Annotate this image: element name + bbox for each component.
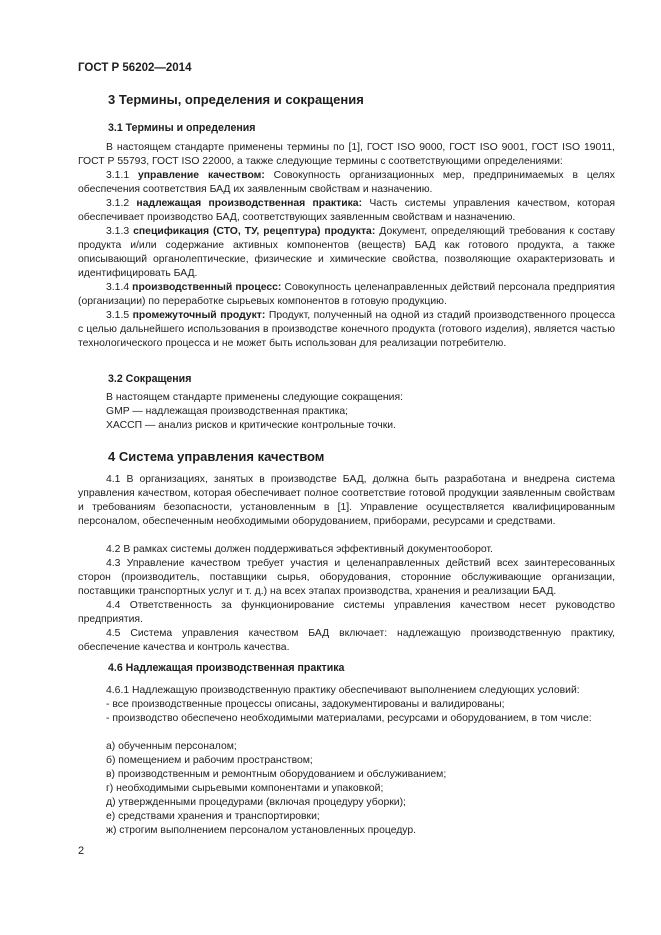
term-definition: Совокупность организационных мер, предпринимаемых в целях обеспечения соответствия БАД их заявленным свойствам и назначению. <box>78 170 615 195</box>
term-definition: Документ, определяющий требования к составу продукта и/или содержание активных компонентов (веществ) БАД как готового продукта, а также описывающий органолептические, физические и химические свойства, позволяющие охарактеризовать и идентифицировать БАД. <box>78 226 615 279</box>
subsection-3-1-title: 3.1 Термины и определения <box>108 122 256 134</box>
subsection-4-6-title: 4.6 Надлежащая производственная практика <box>108 662 345 674</box>
term-3-1-3 <box>78 225 615 281</box>
list-item: в) производственным и ремонтным оборудованием и обслуживанием; <box>106 769 447 780</box>
condition-bullet-1: - все производственные процессы описаны, задокументированы и валидированы; <box>106 699 505 710</box>
abbreviation-haccp: ХАССП — анализ рисков и критические контрольные точки. <box>106 420 396 431</box>
clause-4-3: 4.3 Управление качеством требует участия и целенаправленных действий всех заинтересованных сторон (производитель, поставщики сырья, оборудования, сторонние обслуживающие организации, поставщики транспортных услуг и т. д.) на всех этапах производства, хранения и реализации БАД. <box>78 558 615 597</box>
term-number: 3.1.5 <box>106 310 133 321</box>
term-3-1-4 <box>78 281 615 309</box>
term-3-1-5 <box>78 309 615 351</box>
clause-4-4: 4.4 Ответственность за функционирование системы управления качеством несет руководство предприятия. <box>78 600 615 625</box>
page-number: 2 <box>78 845 85 857</box>
list-item: е) средствами хранения и транспортировки; <box>106 811 320 822</box>
abbreviations-intro: В настоящем стандарте применены следующие сокращения: <box>106 392 403 403</box>
abbreviation-gmp: GMP — надлежащая производственная практика; <box>106 406 349 417</box>
terms-intro: В настоящем стандарте применены термины по [1], ГОСТ ISO 9000, ГОСТ ISO 9001, ГОСТ ISO 19011, ГОСТ Р 55793, ГОСТ ISO 22000, а также следующие термины с соответствующими определениями: <box>78 142 615 167</box>
section-4-title: 4 Система управления качеством <box>108 449 325 464</box>
list-item: ж) строгим выполнением персоналом установленных процедур. <box>106 825 417 836</box>
list-item: д) утвержденными процедурами (включая процедуру уборки); <box>106 797 406 808</box>
term-definition: Продукт, полученный на одной из стадий производственного процесса с целью дальнейшего использования в производстве конечного продукта (готового изделия), является частью технологического процесса и не может быть использован для реализации потребителю. <box>78 310 615 349</box>
list-item: б) помещением и рабочим пространством; <box>106 755 313 766</box>
term-3-1-2 <box>78 197 615 225</box>
term-definition: Часть системы управления качеством, которая обеспечивает производство БАД, соответствующих заявленным свойствам и назначению. <box>78 198 615 223</box>
clause-4-1: 4.1 В организациях, занятых в производстве БАД, должна быть разработана и внедрена система управления качеством, которая обеспечивает полное соответствие готовой продукции заявленным свойствам и требованиям безопасности, установленным в [1]. Управление осуществляется квалифицированным персоналом, обеспеченным необходимыми оборудованием, приборами, ресурсами и средствами. <box>78 474 615 527</box>
clause-4-2: 4.2 В рамках системы должен поддерживаться эффективный документооборот. <box>106 544 493 555</box>
term-name: производственный процесс: <box>132 282 282 293</box>
term-name: спецификация (СТО, ТУ, рецептура) продукта: <box>133 226 376 237</box>
term-number: 3.1.1 <box>106 170 138 181</box>
clause-4-6-1: 4.6.1 Надлежащую производственную практику обеспечивают выполнением следующих условий: <box>106 685 580 696</box>
term-number: 3.1.3 <box>106 226 134 237</box>
list-item: а) обученным персоналом; <box>106 741 237 752</box>
term-definition: Совокупность целенаправленных действий персонала предприятия (организации) по переработке сырьевых компонентов в готовую продукцию. <box>78 282 616 307</box>
section-3-title: 3 Термины, определения и сокращения <box>108 92 364 107</box>
subsection-3-2-title: 3.2 Сокращения <box>108 373 192 385</box>
clause-4-5: 4.5 Система управления качеством БАД включает: надлежащую производственную практику, обеспечение качества и контроль качества. <box>78 628 615 653</box>
term-3-1-1 <box>78 169 615 197</box>
term-number: 3.1.2 <box>106 198 137 209</box>
term-name: промежуточный продукт: <box>132 310 266 321</box>
list-item: г) необходимыми сырьевыми компонентами и упаковкой; <box>106 783 384 794</box>
term-name: управление качеством: <box>137 170 265 181</box>
condition-bullet-2: - производство обеспечено необходимыми материалами, ресурсами и оборудованием, в том числе: <box>106 713 592 724</box>
document-id-header: ГОСТ Р 56202—2014 <box>78 62 192 74</box>
term-name: надлежащая производственная практика: <box>136 198 363 209</box>
term-number: 3.1.4 <box>106 282 133 293</box>
